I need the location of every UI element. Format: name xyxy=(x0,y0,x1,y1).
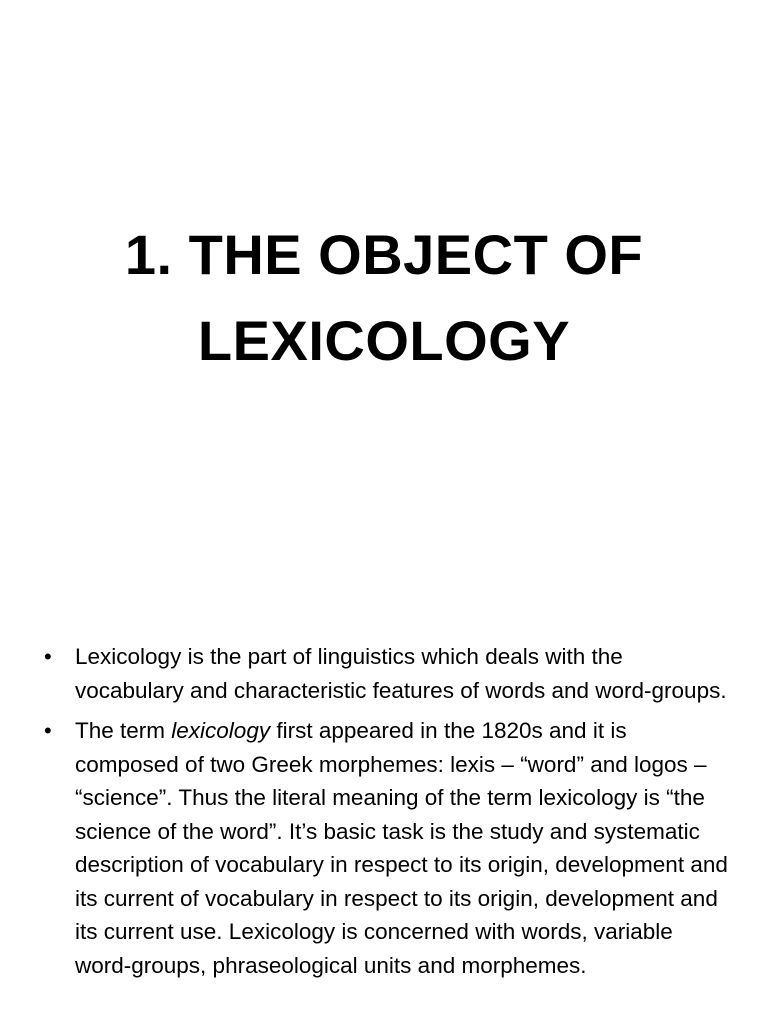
bullet-text-italic-term: lexicology xyxy=(171,718,271,743)
bullet-item-definition xyxy=(0,640,768,707)
bullet-text-start: The term xyxy=(75,718,172,743)
bullet-dot-icon: • xyxy=(44,718,52,743)
slide-title-line-2: LEXICOLOGY xyxy=(197,309,571,372)
bullet-text-rest: first appeared in the 1820s and it is composed of two Greek morphemes: lexis – “word” and logos – “science”. Thus the literal meaning of the term lexicology is “the science of the word”. It’s basic task is the study and systematic description of vocabulary in respect to its origin, development and its current of vocabulary in respect to its origin, development and its current use. Lexicology is concerned with words, variable word-groups, phraseological units and morphemes. xyxy=(75,718,728,978)
bullet-list xyxy=(0,640,768,989)
bullet-dot-icon: • xyxy=(44,644,52,669)
bullet-text: Lexicology is the part of linguistics which deals with the vocabulary and characteristic features of words and word-groups. xyxy=(75,644,727,703)
slide-title-line-1: 1. THE OBJECT OF xyxy=(124,223,644,286)
bullet-item-term-origin xyxy=(0,714,768,982)
slide-title xyxy=(0,212,768,384)
